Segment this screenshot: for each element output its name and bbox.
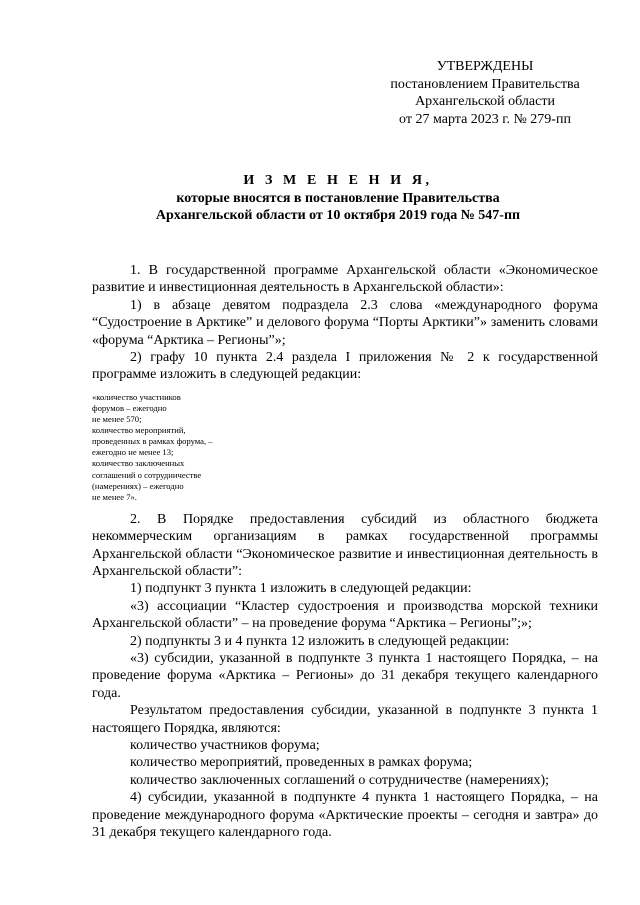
paragraph-2-item-2-sub-4: 4) субсидии, указанной в подпункте 4 пункта 1 настоящего Порядка, – на проведение международного форума «Арктические проекты – сегодня и завтра» до 31 декабря текущего календарного года. (92, 790, 598, 841)
result-indicator-1: количество участников форума; (130, 738, 320, 754)
column-10-text (92, 392, 598, 503)
paragraph-1: 1. В государственной программе Архангельской области «Экономическое развитие и инвестиционная деятельность в Архангельской области»: (92, 263, 598, 296)
small-line: ежегодно не менее 13; (92, 447, 174, 458)
small-line: (намерениях) – ежегодно (92, 480, 184, 491)
approval-line-3: от 27 марта 2023 г. № 279-пп (399, 111, 571, 127)
approval-line-2: Архангельской области (415, 94, 555, 109)
paragraph-2-result: Результатом предоставления субсидии, указанной в подпункте 3 пункта 1 настоящего Порядка, являются: (92, 703, 598, 736)
paragraph-1-item-2: 2) графу 10 пункта 2.4 раздела I приложения № 2 к государственной программе изложить в следующей редакции: (92, 350, 598, 383)
paragraph-2-item-1: 1) подпункт 3 пункта 1 изложить в следующей редакции: (130, 581, 472, 597)
approval-stamp (360, 58, 610, 128)
document-body (92, 262, 598, 842)
approval-title: УТВЕРЖДЕНЫ (436, 59, 534, 74)
approval-line-1: постановлением Правительства (390, 76, 580, 92)
heading-title: И З М Е Н Е Н И Я, (243, 173, 433, 188)
small-line: количество заключенных (92, 458, 185, 469)
small-line: соглашений о сотрудничестве (92, 469, 202, 480)
result-indicator-2: количество мероприятий, проведенных в рамках форума; (130, 755, 473, 771)
small-line: не менее 570; (92, 414, 142, 425)
small-line: «количество участников (92, 391, 181, 402)
small-line: форумов – ежегодно (92, 402, 167, 413)
heading-line-1: которые вносятся в постановление Правительства (176, 190, 500, 206)
small-line: проведенных в рамках форума, – (92, 436, 213, 447)
result-indicator-3: количество заключенных соглашений о сотрудничестве (намерениях); (130, 772, 550, 788)
heading-line-2: Архангельской области от 10 октября 2019 года № 547-пп (155, 208, 521, 223)
document-heading (88, 172, 588, 225)
paragraph-1-item-1: 1) в абзаце девятом подраздела 2.3 слова «международного форума “Судостроение в Арктике” и делового форума “Порты Арктики”» заменить словами «форума “Арктика – Регионы”»; (92, 297, 598, 348)
paragraph-2-item-2-text: «3) субсидии, указанной в подпункте 3 пункта 1 настоящего Порядка, – на проведение форума «Арктика – Регионы» до 31 декабря текущего календарного года. (92, 651, 598, 701)
paragraph-2: 2. В Порядке предоставления субсидий из областного бюджета некоммерческим организациям в рамках государственной программы Архангельской области “Экономическое развитие и инвестиционная деятельность в Архангельской области”: (92, 511, 598, 579)
paragraph-2-item-1-text: «3) ассоциации “Кластер судостроения и производства морской техники Архангельской области” – на проведение форума “Арктика – Регионы”;»; (92, 598, 598, 632)
small-line: количество мероприятий, (92, 425, 186, 436)
small-line: не менее 7». (92, 491, 137, 502)
paragraph-2-item-2: 2) подпункты 3 и 4 пункта 12 изложить в следующей редакции: (130, 633, 510, 649)
